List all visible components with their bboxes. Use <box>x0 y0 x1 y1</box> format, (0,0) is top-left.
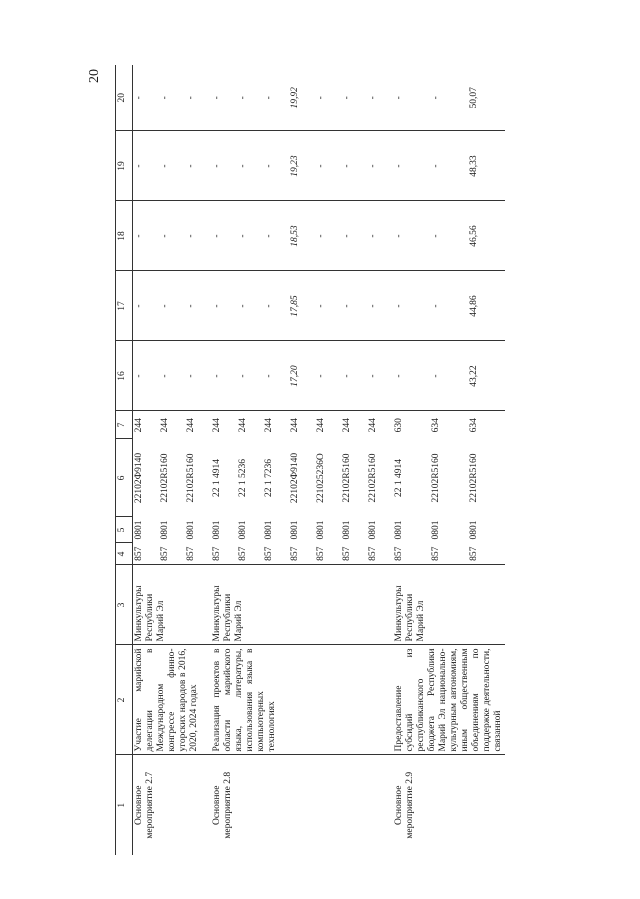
cell-c5: 0801 <box>431 520 442 540</box>
cell-c5: 0801 <box>316 520 326 540</box>
cell-c7: 630 <box>394 418 404 433</box>
header-cell: 17 <box>116 271 133 341</box>
cell-c7: 244 <box>342 418 352 433</box>
cell-c16: - <box>237 341 263 411</box>
rotated-table-container <box>115 65 635 855</box>
cell-c16: 17,20 <box>289 341 315 411</box>
header-cell: 1 <box>116 755 133 855</box>
cell-c4: 857 <box>341 543 367 565</box>
cell-c20: - <box>133 65 160 131</box>
cell-c5: 0801 <box>394 520 404 540</box>
cell-c16: - <box>341 341 367 411</box>
cell-c18: - <box>315 201 341 271</box>
cell-c4: 857 <box>263 543 289 565</box>
cell-c6: 22 1 4914 <box>394 459 404 497</box>
cell-c16: - <box>367 341 393 411</box>
cell-c7: 244 <box>186 418 196 433</box>
cell-c17: - <box>185 271 211 341</box>
cell-c7: 634 <box>468 418 479 433</box>
table-row <box>393 65 430 855</box>
cell-c7: 244 <box>264 418 274 433</box>
cell-c18: - <box>185 201 211 271</box>
header-cell: 4 <box>116 543 133 565</box>
cell-c7: 244 <box>316 418 326 433</box>
cell-c20: - <box>341 65 367 131</box>
cell-c16: - <box>159 341 185 411</box>
cell-c4: 857 <box>315 543 341 565</box>
cell-c7: 244 <box>238 418 248 433</box>
cell-c16: - <box>211 341 237 411</box>
cell-c19: - <box>367 131 393 201</box>
cell-c18: - <box>237 201 263 271</box>
cell-c17: - <box>211 271 237 341</box>
cell-c6: 22102R5160 <box>468 453 479 503</box>
cell-c6: 22102R5160 <box>431 453 442 503</box>
activity-description: Предоставление субсидий из республиканского бюджета Республики Марий Эл национально-культурным автономиям, иным общественным объединениям по поддержке деятельности, связанной <box>393 645 505 755</box>
cell-c17: - <box>237 271 263 341</box>
table-body <box>133 65 506 855</box>
cell-c7: 244 <box>368 418 378 433</box>
cell-c6: 22102Ф9140 <box>134 452 144 504</box>
header-cell: 5 <box>116 517 133 543</box>
cell-c6: 22102Ф9140 <box>290 452 300 504</box>
header-row <box>116 65 133 855</box>
cell-c17: - <box>367 271 393 341</box>
cell-c6: 22 1 7236 <box>264 459 274 497</box>
cell-c4: 857 <box>159 543 185 565</box>
cell-c6: 22 1 5236 <box>238 459 248 497</box>
cell-c4: 857 <box>367 543 393 565</box>
cell-c19: 19,23 <box>289 131 315 201</box>
cell-c6: 22102R5160 <box>368 453 378 503</box>
header-cell: 20 <box>116 65 133 131</box>
cell-c4: 857 <box>289 543 315 565</box>
cell-c16: - <box>263 341 289 411</box>
page-number: 20 <box>87 69 102 83</box>
activity-code: Основное мероприятие 2.7 <box>134 771 155 839</box>
activity-description: Реализация проектов в области марийского языка, литературы, использования языка в компьютерных технологиях <box>211 645 393 755</box>
cell-c19: - <box>341 131 367 201</box>
cell-c5: 0801 <box>290 520 300 540</box>
header-cell: 6 <box>116 439 133 517</box>
cell-c18: - <box>211 201 237 271</box>
cell-c16: - <box>315 341 341 411</box>
cell-c17: 17,85 <box>289 271 315 341</box>
cell-c20: 19,92 <box>289 65 315 131</box>
cell-c7: 244 <box>212 418 222 433</box>
cell-c20: - <box>315 65 341 131</box>
cell-c16: - <box>185 341 211 411</box>
cell-c6: 22 1 4914 <box>212 459 222 497</box>
cell-c20: - <box>263 65 289 131</box>
budget-table <box>115 65 505 855</box>
cell-c5: 0801 <box>238 520 248 540</box>
cell-c5: 0801 <box>186 520 196 540</box>
cell-c19: - <box>263 131 289 201</box>
activity-description: Участие марийской делегации в Международном конгрессе финно-угорских народов в 2016, 2020, 2024 годах <box>133 645 212 755</box>
cell-c17: - <box>159 271 185 341</box>
table-row <box>211 65 237 855</box>
header-cell: 19 <box>116 131 133 201</box>
cell-c17: - <box>315 271 341 341</box>
cell-c4: 857 <box>211 543 237 565</box>
cell-c4: 857 <box>185 543 211 565</box>
cell-c16: - <box>430 341 467 411</box>
activity-code: Основное мероприятие 2.8 <box>212 771 233 839</box>
cell-c19: - <box>133 131 160 201</box>
cell-c5: 0801 <box>134 520 144 540</box>
cell-c17: - <box>393 271 430 341</box>
cell-c18: - <box>393 201 430 271</box>
cell-c18: - <box>341 201 367 271</box>
cell-c6: 22102R5160 <box>160 453 170 503</box>
cell-c19: - <box>159 131 185 201</box>
header-cell: 18 <box>116 201 133 271</box>
cell-c20: - <box>237 65 263 131</box>
cell-c18: 46,56 <box>468 201 505 271</box>
header-cell: 16 <box>116 341 133 411</box>
cell-c18: - <box>263 201 289 271</box>
cell-c5: 0801 <box>468 520 479 540</box>
cell-c4: 857 <box>393 543 430 565</box>
cell-c20: - <box>393 65 430 131</box>
cell-c4: 857 <box>237 543 263 565</box>
cell-c18: 18,53 <box>289 201 315 271</box>
header-cell: 2 <box>116 645 133 755</box>
cell-c20: 50,07 <box>468 65 505 131</box>
cell-c6: 221025236О <box>316 453 326 503</box>
cell-c17: 44,86 <box>468 271 505 341</box>
cell-c18: - <box>367 201 393 271</box>
cell-c7: 244 <box>160 418 170 433</box>
cell-c17: - <box>133 271 160 341</box>
cell-c5: 0801 <box>212 520 222 540</box>
responsible-executor: Минкультуры Республики Марий Эл <box>211 565 393 645</box>
cell-c18: - <box>159 201 185 271</box>
cell-c16: - <box>393 341 430 411</box>
cell-c6: 22102R5160 <box>186 453 196 503</box>
cell-c19: 48,33 <box>468 131 505 201</box>
cell-c16: - <box>133 341 160 411</box>
cell-c7: 634 <box>431 418 442 433</box>
cell-c19: - <box>393 131 430 201</box>
cell-c5: 0801 <box>160 520 170 540</box>
cell-c17: - <box>430 271 467 341</box>
cell-c19: - <box>185 131 211 201</box>
cell-c20: - <box>367 65 393 131</box>
cell-c5: 0801 <box>342 520 352 540</box>
header-cell: 3 <box>116 565 133 645</box>
cell-c4: 857 <box>133 543 160 565</box>
cell-c17: - <box>263 271 289 341</box>
cell-c19: - <box>211 131 237 201</box>
cell-c20: - <box>211 65 237 131</box>
cell-c7: 244 <box>134 418 144 433</box>
cell-c19: - <box>315 131 341 201</box>
cell-c5: 0801 <box>264 520 274 540</box>
cell-c18: - <box>133 201 160 271</box>
cell-c7: 244 <box>290 418 300 433</box>
responsible-executor: Минкультуры Республики Марий Эл <box>393 565 505 645</box>
cell-c18: - <box>430 201 467 271</box>
cell-c4: 857 <box>430 543 467 565</box>
cell-c17: - <box>341 271 367 341</box>
cell-c5: 0801 <box>368 520 378 540</box>
responsible-executor: Минкультуры Республики Марий Эл <box>133 565 212 645</box>
cell-c19: - <box>237 131 263 201</box>
cell-c6: 22102R5160 <box>342 453 352 503</box>
activity-code: Основное мероприятие 2.9 <box>394 771 415 839</box>
cell-c4: 857 <box>468 543 505 565</box>
header-cell: 7 <box>116 411 133 439</box>
cell-c20: - <box>430 65 467 131</box>
cell-c16: 43,22 <box>468 341 505 411</box>
cell-c20: - <box>159 65 185 131</box>
table-row <box>133 65 160 855</box>
cell-c19: - <box>430 131 467 201</box>
cell-c20: - <box>185 65 211 131</box>
